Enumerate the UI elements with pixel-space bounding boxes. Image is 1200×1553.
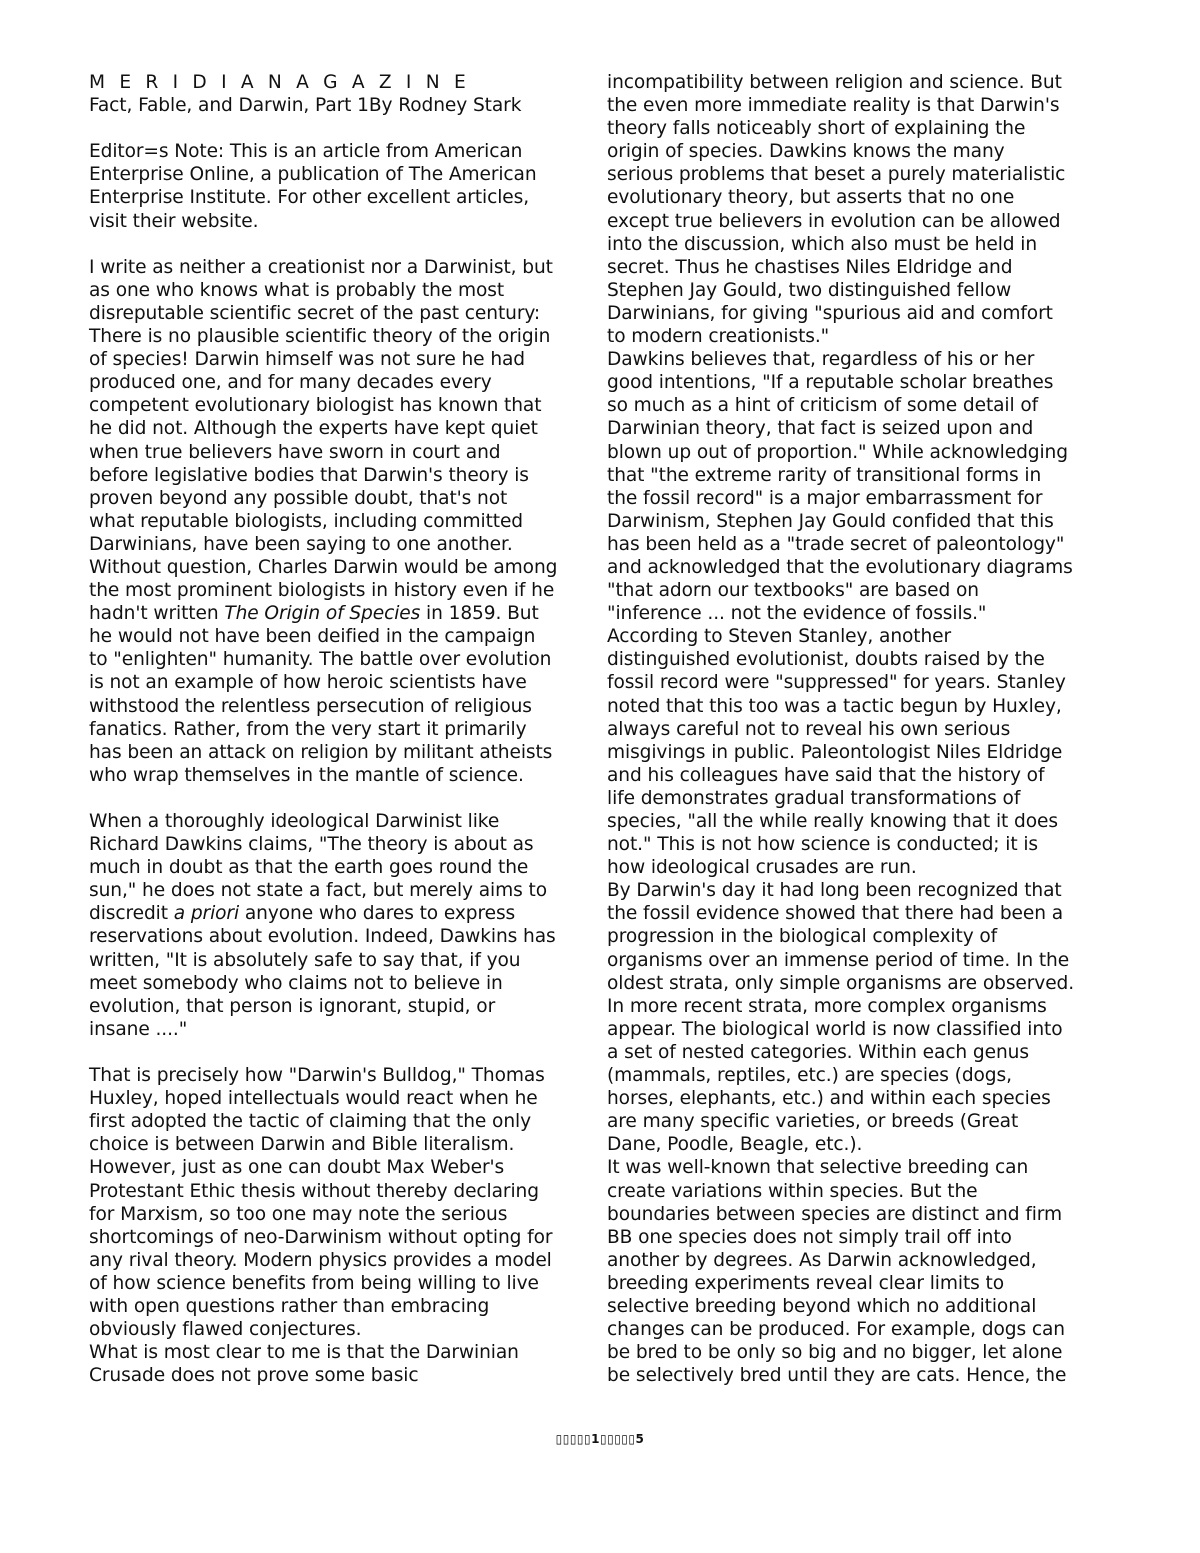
text-line: noted that this too was a tactic begun by Huxley, <box>607 695 1062 717</box>
right-column-text <box>607 71 1113 1387</box>
text-line: "that adorn our textbooks" are based on <box>607 580 979 602</box>
text-line: In more recent strata, more complex organisms <box>607 995 1047 1017</box>
text-line: of species! Darwin himself was not sure he had <box>89 349 526 371</box>
text-line: Darwinians, for giving "spurious aid and comfort <box>607 302 1053 324</box>
text-line: Enterprise Institute. For other excellent articles, <box>89 187 530 209</box>
article-headline: Fact, Fable, and Darwin, Part 1By Rodney Stark <box>89 95 522 117</box>
text-line: changes can be produced. For example, dogs can <box>607 1319 1065 1341</box>
text-line: sun," he does not state a fact, but merely aims to <box>89 880 547 902</box>
text-line: By Darwin's day it had long been recognized that <box>607 880 1062 902</box>
text-line: However, just as one can doubt Max Weber's <box>89 1157 505 1179</box>
text-line: has been held as a "trade secret of paleontology" <box>607 533 1065 555</box>
text-line: for Marxism, so too one may note the serious <box>89 1203 508 1225</box>
text-line: Without question, Charles Darwin would be among <box>89 556 558 578</box>
text-line: Stephen Jay Gould, two distinguished fellow <box>607 279 1012 301</box>
text-line: organisms over an immense period of time. In the <box>607 949 1070 971</box>
text-line: blown up out of proportion." While acknowledging <box>607 441 1068 463</box>
text-line: disreputable scientific secret of the past century: <box>89 302 541 324</box>
text-line: obviously flawed conjectures. <box>89 1319 362 1341</box>
text-line: has been an attack on religion by militant atheists <box>89 741 553 763</box>
text-line: the even more immediate reality is that Darwin's <box>607 95 1060 117</box>
text-line: It was well-known that selective breeding can <box>607 1157 1029 1179</box>
text-line: serious problems that beset a purely materialistic <box>607 164 1066 186</box>
blank-line <box>89 117 595 140</box>
text-line: Darwinism, Stephen Jay Gould confided that this <box>607 510 1054 532</box>
text-line: that "the extreme rarity of transitional forms in <box>607 464 1042 486</box>
text-line: the fossil record" is a major embarrassment for <box>607 487 1043 509</box>
text-line: of how science benefits from being willing to live <box>89 1272 539 1294</box>
text-line: "inference ... not the evidence of fossils." <box>607 603 987 625</box>
text-line: when true believers have sworn in court and <box>89 441 501 463</box>
text-line: withstood the relentless persecution of religious <box>89 695 532 717</box>
text-line: reservations about evolution. Indeed, Dawkins has <box>89 926 556 948</box>
text-line: the fossil evidence showed that there had been a <box>607 903 1064 925</box>
text-line: much in doubt as that the earth goes round the <box>89 857 529 879</box>
text-line: Darwinian theory, that fact is seized upon and <box>607 418 1034 440</box>
blank-line <box>89 233 595 256</box>
text-line: Darwinians, have been saying to one another. <box>89 533 513 555</box>
text-line: Protestant Ethic thesis without thereby declaring <box>89 1180 539 1202</box>
text-line: to modern creationists." <box>607 326 830 348</box>
text-line: how ideological crusades are run. <box>607 857 917 879</box>
text-line: visit their website. <box>89 210 259 232</box>
text-line: Dane, Poodle, Beagle, etc.). <box>607 1134 863 1156</box>
text-line: with open questions rather than embracing <box>89 1295 490 1317</box>
text-line: always careful not to reveal his own serious <box>607 718 1011 740</box>
text-line: misgivings in public. Paleontologist Niles Eldridge <box>607 741 1063 763</box>
text-line: choice is between Darwin and Bible literalism. <box>89 1134 515 1156</box>
text-line: fossil record were "suppressed" for years. Stanley <box>607 672 1066 694</box>
text-line: horses, elephants, etc.) and within each species <box>607 1088 1051 1110</box>
blank-line <box>89 1041 595 1064</box>
italic-title: a priori <box>173 903 240 925</box>
text-line: proven beyond any possible doubt, that's not <box>89 487 508 509</box>
text-line: insane ...." <box>89 1018 188 1040</box>
text-line: not." This is not how science is conducted; it is <box>607 834 1038 856</box>
text-line: first adopted the tactic of claiming that the only <box>89 1111 531 1133</box>
left-column-text <box>89 140 595 1387</box>
text-line: as one who knows what is probably the most <box>89 279 505 301</box>
text-line: I write as neither a creationist nor a Darwinist, but <box>89 256 553 278</box>
text-line: are many specific varieties, or breeds (Great <box>607 1111 1019 1133</box>
text-line: That is precisely how "Darwin's Bulldog," Thomas <box>89 1065 545 1087</box>
text-line: he did not. Although the experts have kept quiet <box>89 418 538 440</box>
text-line: be bred to be only so big and no bigger, let alone <box>607 1342 1063 1364</box>
text-line: evolution, that person is ignorant, stupid, or <box>89 995 496 1017</box>
text-line: origin of species. Dawkins knows the many <box>607 141 1005 163</box>
text-line: (mammals, reptiles, etc.) are species (dogs, <box>607 1065 1012 1087</box>
text-line: Dawkins believes that, regardless of his or her <box>607 349 1035 371</box>
text-line: he would not have been deified in the campaign <box>89 626 536 648</box>
text-line: What is most clear to me is that the Darwinian <box>89 1342 519 1364</box>
text-line: fanatics. Rather, from the very start it primarily <box>89 718 527 740</box>
text-line: shortcomings of neo-Darwinism without opting for <box>89 1226 553 1248</box>
text-line: selective breeding beyond which no additional <box>607 1295 1037 1317</box>
text-line: appear. The biological world is now classified into <box>607 1018 1063 1040</box>
text-line: who wrap themselves in the mantle of science. <box>89 764 524 786</box>
italic-title: The Origin of Species <box>224 603 421 625</box>
text-line: is not an example of how heroic scientists have <box>89 672 527 694</box>
masthead: M E R I D I A N A G A Z I N E <box>89 72 470 93</box>
text-line: evolutionary theory, but asserts that no one <box>607 187 1015 209</box>
right-column <box>607 71 1113 1387</box>
text-line: Richard Dawkins claims, "The theory is about as <box>89 834 534 856</box>
text-line: Crusade does not prove some basic <box>89 1365 419 1387</box>
text-line: When a thoroughly ideological Darwinist like <box>89 811 500 832</box>
text-line: be selectively bred until they are cats. Hence, the <box>607 1365 1067 1387</box>
text-line: There is no plausible scientific theory of the origin <box>89 326 551 348</box>
text-line: into the discussion, which also must be held in <box>607 233 1038 255</box>
text-line: distinguished evolutionist, doubts raised by the <box>607 649 1045 671</box>
text-line: and acknowledged that the evolutionary diagrams <box>607 556 1073 578</box>
left-column <box>89 71 595 1387</box>
text-line: species, "all the while really knowing that it does <box>607 811 1058 832</box>
text-line: create variations within species. But the <box>607 1180 978 1202</box>
text-line: discredit a priori anyone who dares to express <box>89 903 516 925</box>
text-line: what reputable biologists, including committed <box>89 510 523 532</box>
text-line: and his colleagues have said that the history of <box>607 764 1045 786</box>
text-line: a set of nested categories. Within each genus <box>607 1041 1029 1063</box>
text-line: so much as a hint of criticism of some detail of <box>607 395 1039 417</box>
text-line: Editor=s Note: This is an article from American <box>89 141 523 163</box>
text-line: meet somebody who claims not to believe in <box>89 972 503 994</box>
blank-line <box>89 787 595 810</box>
text-line: except true believers in evolution can be allowed <box>607 210 1061 232</box>
text-line: secret. Thus he chastises Niles Eldridge and <box>607 256 1013 278</box>
text-line: boundaries between species are distinct and firm <box>607 1203 1062 1225</box>
text-line: to "enlighten" humanity. The battle over evolution <box>89 649 552 671</box>
text-line: the most prominent biologists in history even if he <box>89 580 555 602</box>
text-line: life demonstrates gradual transformations of <box>607 787 1021 809</box>
text-line: any rival theory. Modern physics provides a model <box>89 1249 552 1271</box>
text-line: produced one, and for many decades every <box>89 372 492 394</box>
text-line: good intentions, "If a reputable scholar breathes <box>607 372 1054 394</box>
text-line: Enterprise Online, a publication of The American <box>89 164 537 186</box>
text-line: hadn't written The Origin of Species in 1859. But <box>89 603 539 625</box>
page-number-footer: ▯▯▯▯▯1▯▯▯▯▯5 <box>555 1432 645 1446</box>
text-line: written, "It is absolutely safe to say that, if you <box>89 949 521 971</box>
text-line: theory falls noticeably short of explaining the <box>607 118 1026 140</box>
text-line: before legislative bodies that Darwin's theory is <box>89 464 529 486</box>
text-line: breeding experiments reveal clear limits to <box>607 1272 1005 1294</box>
text-line: BB one species does not simply trail off into <box>607 1226 1012 1248</box>
text-line: According to Steven Stanley, another <box>607 626 952 648</box>
text-line: another by degrees. As Darwin acknowledged, <box>607 1249 1037 1271</box>
text-line: progression in the biological complexity of <box>607 926 998 948</box>
text-line: incompatibility between religion and science. But <box>607 72 1062 93</box>
text-line: oldest strata, only simple organisms are observed. <box>607 972 1075 994</box>
text-line: competent evolutionary biologist has known that <box>89 395 542 417</box>
text-line: Huxley, hoped intellectuals would react when he <box>89 1088 538 1110</box>
